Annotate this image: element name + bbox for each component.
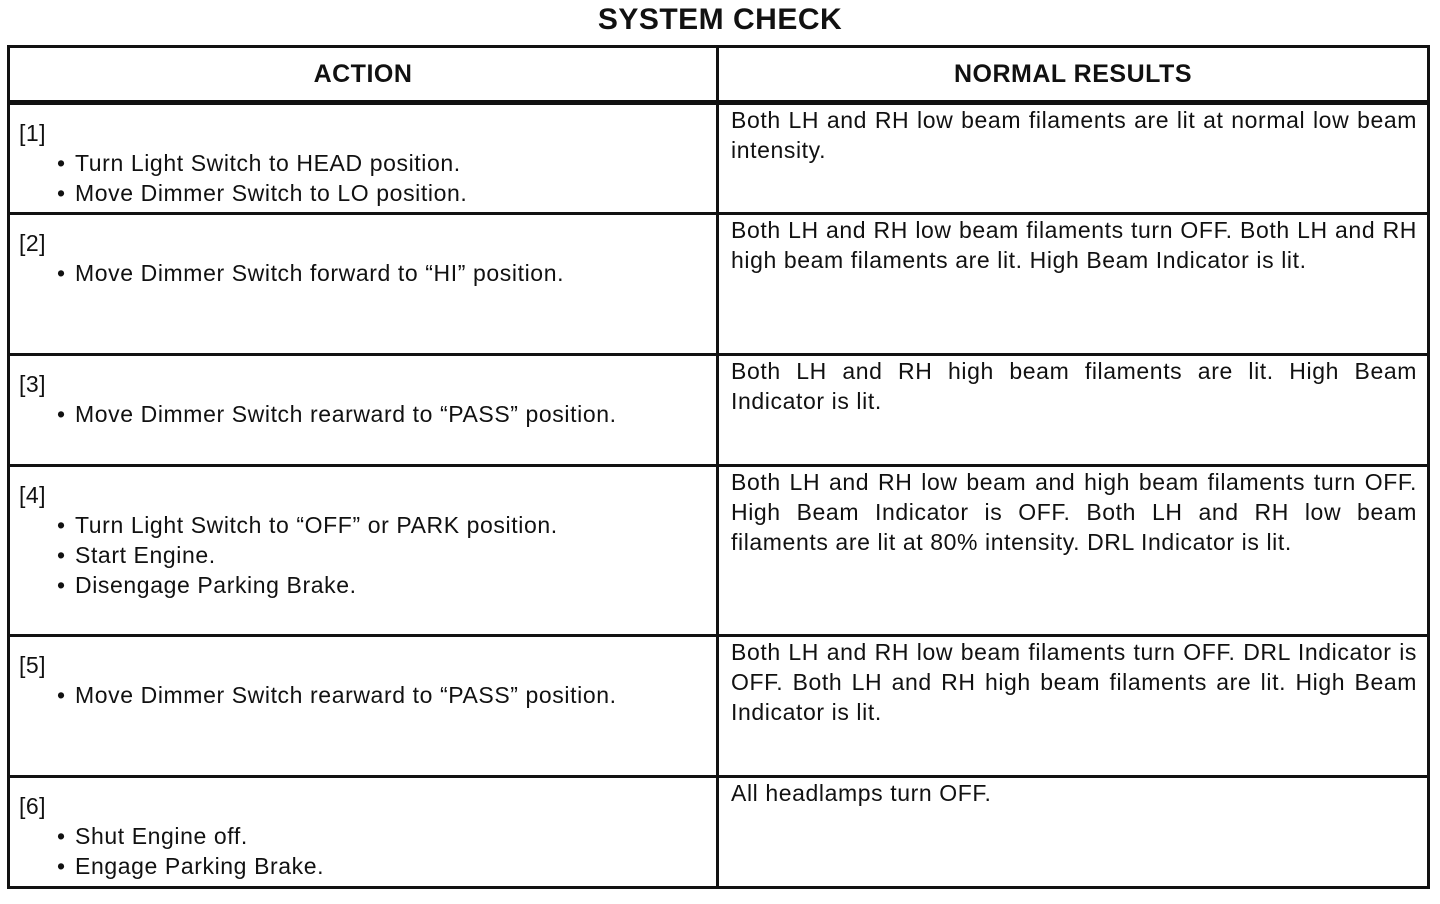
bullet-icon: • bbox=[57, 542, 66, 568]
action-list bbox=[10, 258, 716, 288]
result-cell bbox=[718, 777, 1429, 888]
action-cell bbox=[9, 214, 718, 355]
table-row bbox=[9, 355, 1429, 466]
action-cell bbox=[9, 777, 718, 888]
action-item bbox=[57, 680, 716, 710]
step-number: [6] bbox=[19, 793, 47, 819]
action-cell bbox=[9, 355, 718, 466]
step-number: [2] bbox=[19, 230, 47, 256]
table-header-row bbox=[9, 47, 1429, 103]
bullet-icon: • bbox=[57, 682, 66, 708]
table-row bbox=[9, 103, 1429, 214]
bullet-icon: • bbox=[57, 823, 66, 849]
table-row bbox=[9, 466, 1429, 636]
table-row bbox=[9, 777, 1429, 888]
step-number: [3] bbox=[19, 371, 47, 397]
result-cell bbox=[718, 636, 1429, 777]
result-text: All headlamps turn OFF. bbox=[731, 780, 992, 806]
action-cell bbox=[9, 636, 718, 777]
action-list bbox=[10, 148, 716, 208]
action-text: Shut Engine off. bbox=[75, 823, 248, 849]
result-text: Both LH and RH low beam filaments turn OFF. Both LH and RH high beam filaments are lit. High Beam Indicator is lit. bbox=[731, 217, 1417, 273]
action-text: Start Engine. bbox=[75, 542, 216, 568]
result-text: Both LH and RH low beam and high beam filaments turn OFF. High Beam Indicator is OFF. Both LH and RH low beam filaments are lit at 80% intensity. DRL Indicator is lit. bbox=[731, 469, 1417, 555]
page-title: SYSTEM CHECK bbox=[597, 3, 843, 36]
action-item bbox=[57, 851, 716, 881]
action-item bbox=[57, 510, 716, 540]
action-text: Disengage Parking Brake. bbox=[75, 572, 357, 598]
action-item bbox=[57, 821, 716, 851]
result-text: Both LH and RH high beam filaments are lit. High Beam Indicator is lit. bbox=[731, 358, 1417, 414]
normal-results-column-header: NORMAL RESULTS bbox=[718, 47, 1429, 103]
action-text: Move Dimmer Switch to LO position. bbox=[75, 180, 468, 206]
action-list bbox=[10, 399, 716, 429]
table-row bbox=[9, 214, 1429, 355]
bullet-icon: • bbox=[57, 180, 66, 206]
result-cell bbox=[718, 466, 1429, 636]
action-cell bbox=[9, 103, 718, 214]
result-text: Both LH and RH low beam filaments are lit at normal low beam intensity. bbox=[731, 107, 1417, 163]
action-item bbox=[57, 570, 716, 600]
bullet-icon: • bbox=[57, 853, 66, 879]
action-item bbox=[57, 258, 716, 288]
step-number: [1] bbox=[19, 120, 47, 146]
action-item bbox=[57, 178, 716, 208]
action-list bbox=[10, 510, 716, 600]
bullet-icon: • bbox=[57, 150, 66, 176]
system-check-table bbox=[7, 45, 1430, 889]
result-text: Both LH and RH low beam filaments turn OFF. DRL Indicator is OFF. Both LH and RH high beam filaments are lit. High Beam Indicator is lit. bbox=[731, 639, 1417, 725]
bullet-icon: • bbox=[57, 512, 66, 538]
table-row bbox=[9, 636, 1429, 777]
step-number: [4] bbox=[19, 482, 47, 508]
result-cell bbox=[718, 103, 1429, 214]
action-item bbox=[57, 399, 716, 429]
result-cell bbox=[718, 214, 1429, 355]
action-list bbox=[10, 821, 716, 881]
result-cell bbox=[718, 355, 1429, 466]
action-text: Engage Parking Brake. bbox=[75, 853, 325, 879]
action-text: Turn Light Switch to “OFF” or PARK position. bbox=[75, 512, 558, 538]
action-text: Move Dimmer Switch rearward to “PASS” position. bbox=[75, 682, 617, 708]
action-list bbox=[10, 680, 716, 710]
action-cell bbox=[9, 466, 718, 636]
bullet-icon: • bbox=[57, 260, 66, 286]
action-text: Move Dimmer Switch rearward to “PASS” position. bbox=[75, 401, 617, 427]
bullet-icon: • bbox=[57, 401, 66, 427]
action-text: Move Dimmer Switch forward to “HI” position. bbox=[75, 260, 565, 286]
action-column-header: ACTION bbox=[9, 47, 718, 103]
action-text: Turn Light Switch to HEAD position. bbox=[75, 150, 461, 176]
bullet-icon: • bbox=[57, 572, 66, 598]
action-item bbox=[57, 148, 716, 178]
action-item bbox=[57, 540, 716, 570]
step-number: [5] bbox=[19, 652, 47, 678]
